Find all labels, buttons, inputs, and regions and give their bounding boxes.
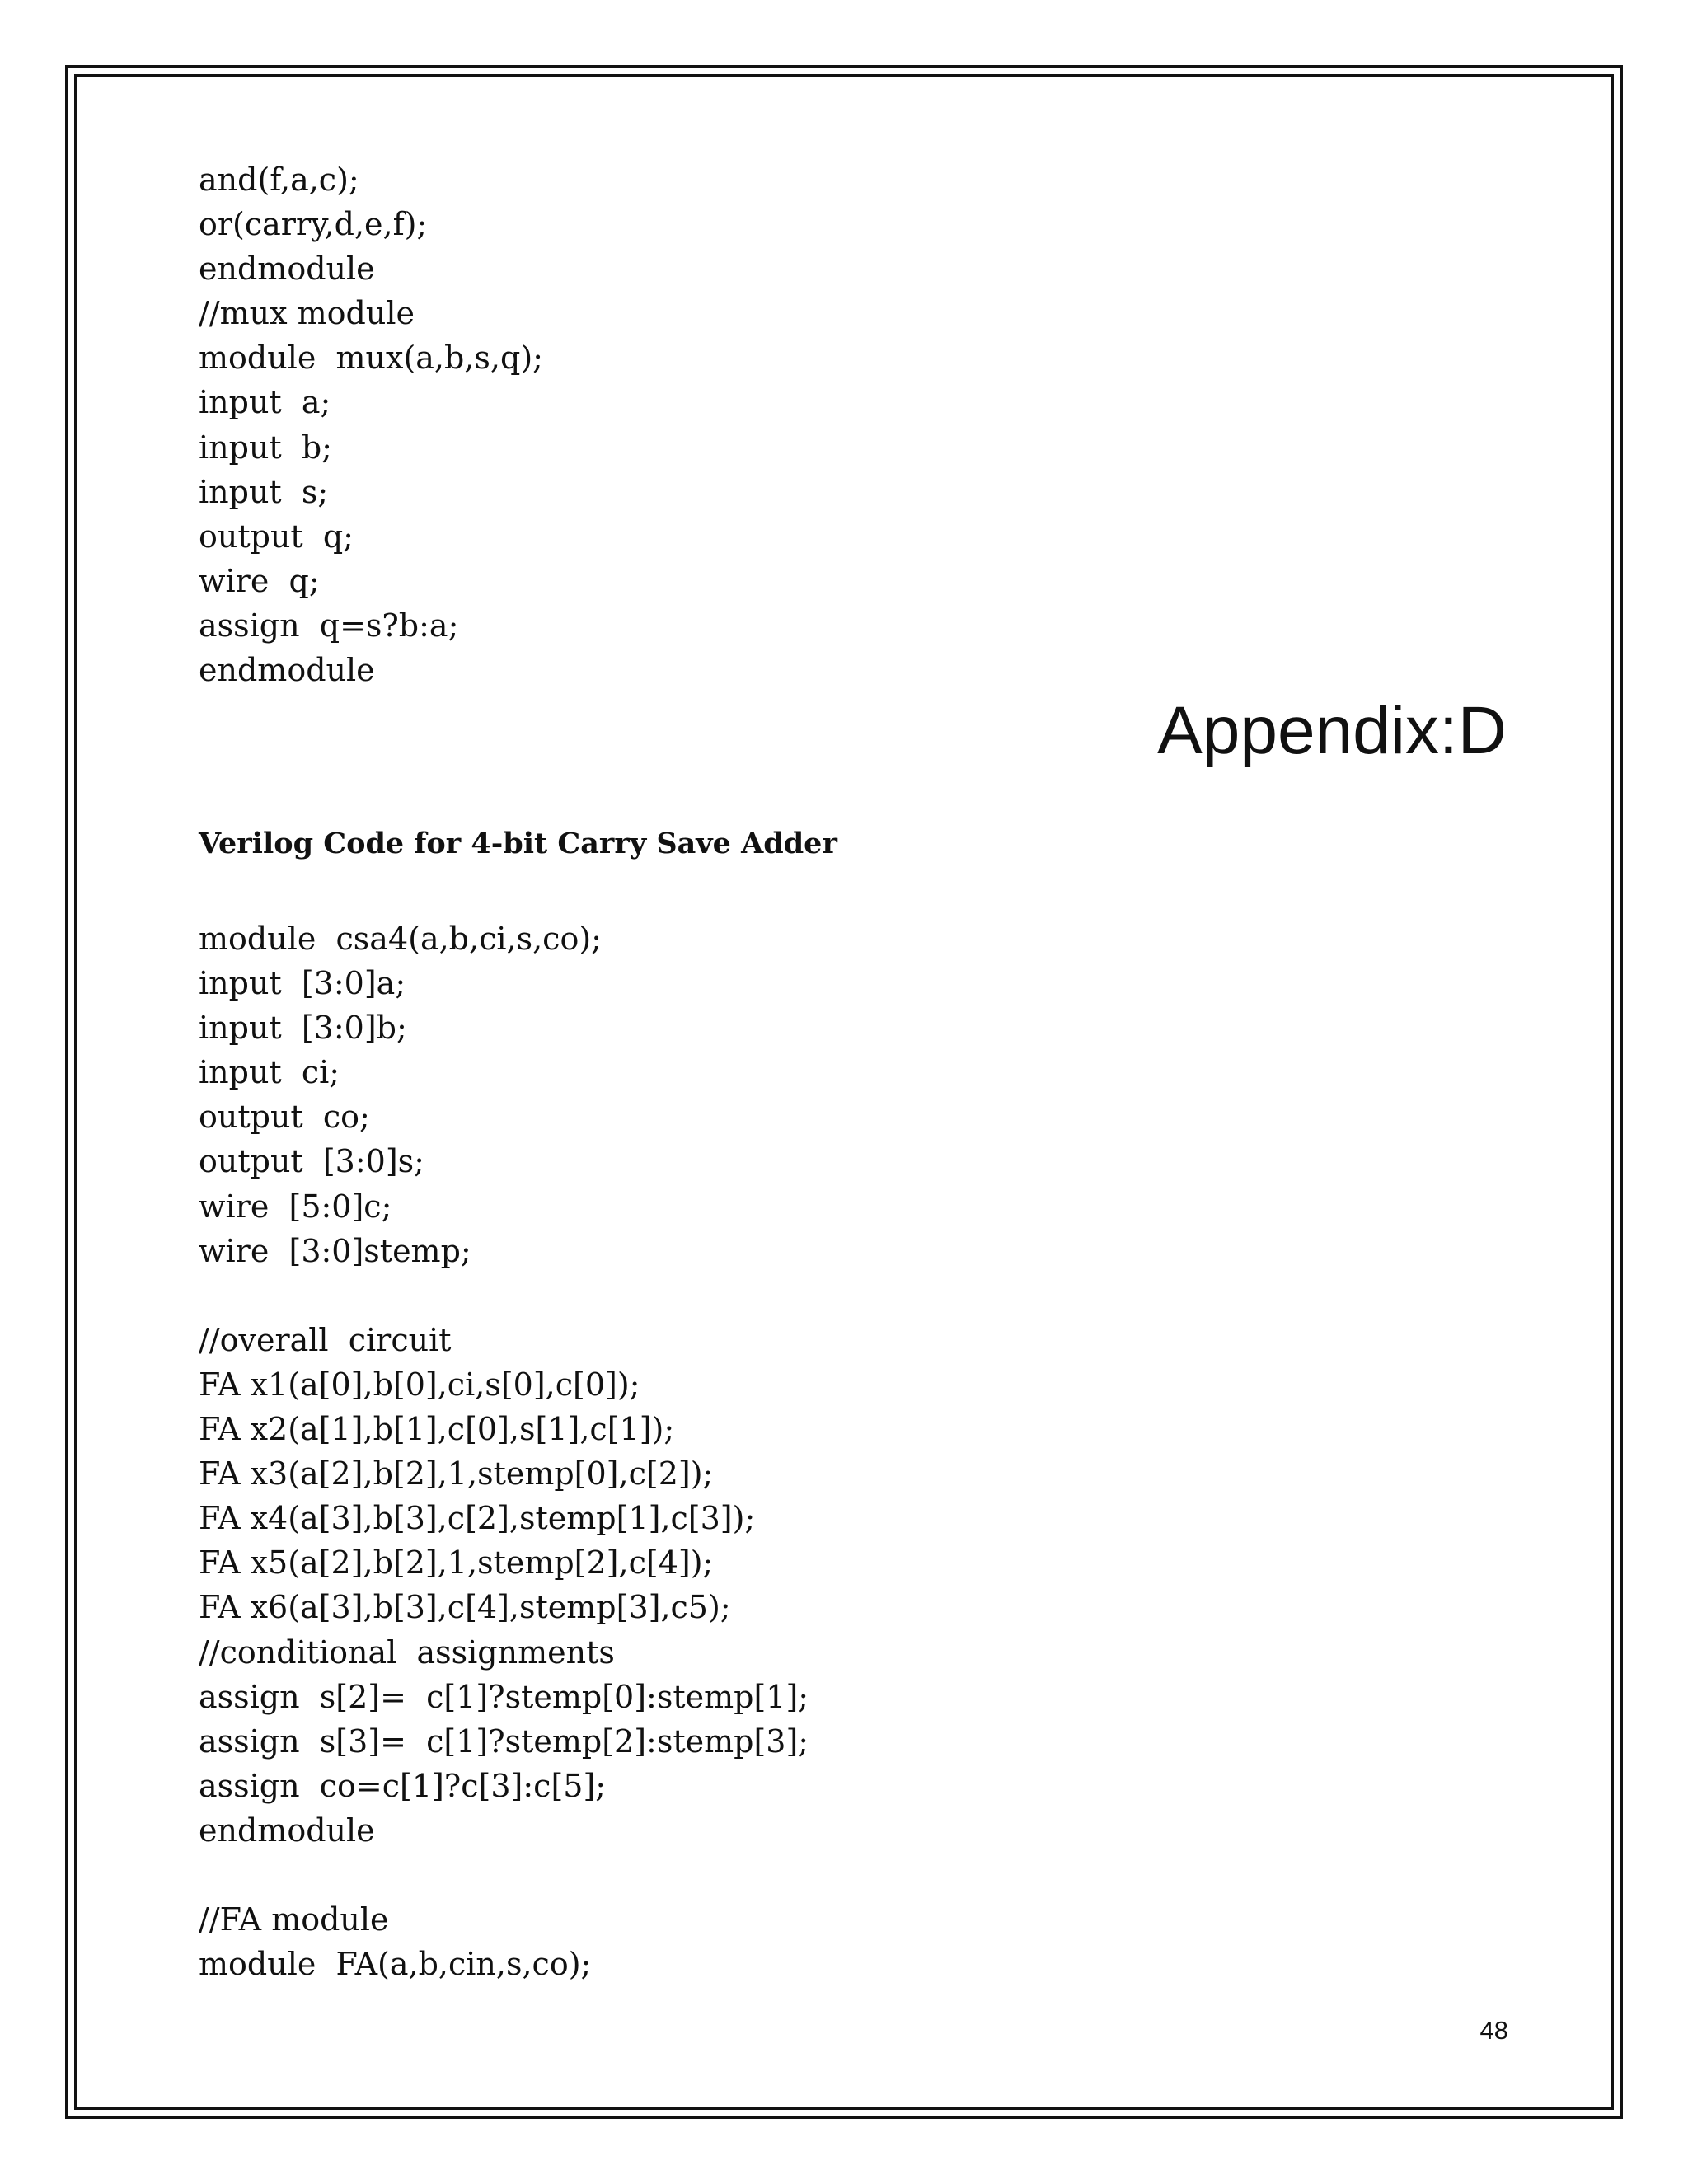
code-line: and(f,a,c); — [199, 162, 359, 198]
appendix-title: Appendix:D — [1157, 693, 1507, 768]
code-line: or(carry,d,e,f); — [199, 206, 428, 243]
code-line: assign co=c[1]?c[3]:c[5]; — [199, 1767, 607, 1804]
code-line: wire [3:0]stemp; — [199, 1232, 471, 1269]
code-line: FA x6(a[3],b[3],c[4],stemp[3],c5); — [199, 1589, 731, 1626]
code-line: output [3:0]s; — [199, 1143, 424, 1180]
code-line: input a; — [199, 384, 331, 421]
code-line: FA x2(a[1],b[1],c[0],s[1],c[1]); — [199, 1411, 675, 1448]
code-line: FA x4(a[3],b[3],c[2],stemp[1],c[3]); — [199, 1500, 756, 1537]
code-line: //overall circuit — [199, 1321, 452, 1358]
code-line: endmodule — [199, 251, 375, 288]
code-line: input s; — [199, 473, 329, 510]
code-line: output q; — [199, 518, 354, 555]
code-line: FA x1(a[0],b[0],ci,s[0],c[0]); — [199, 1366, 640, 1403]
code-line: module FA(a,b,cin,s,co); — [199, 1946, 592, 1983]
code-line: FA x5(a[2],b[2],1,stemp[2],c[4]); — [199, 1544, 714, 1582]
code-line: wire [5:0]c; — [199, 1188, 392, 1225]
code-line: //mux module — [199, 295, 415, 332]
code-block-continued — [199, 157, 543, 692]
code-line: module mux(a,b,s,q); — [199, 340, 543, 377]
code-line: wire q; — [199, 562, 320, 599]
code-block-csa — [199, 916, 809, 1986]
code-line: endmodule — [199, 652, 375, 689]
code-line: assign s[3]= c[1]?stemp[2]:stemp[3]; — [199, 1722, 809, 1760]
blank-line — [199, 1853, 809, 1897]
blank-line — [199, 1273, 809, 1318]
code-line: FA x3(a[2],b[2],1,stemp[0],c[2]); — [199, 1455, 714, 1493]
code-line: assign q=s?b:a; — [199, 607, 459, 644]
code-line: input [3:0]a; — [199, 965, 406, 1002]
code-line: assign s[2]= c[1]?stemp[0]:stemp[1]; — [199, 1678, 809, 1715]
code-line: module csa4(a,b,ci,s,co); — [199, 921, 602, 957]
code-line: endmodule — [199, 1811, 375, 1849]
code-line: output co; — [199, 1099, 370, 1136]
code-line: //conditional assignments — [199, 1633, 615, 1671]
code-line: input b; — [199, 429, 332, 466]
code-line: //FA module — [199, 1901, 389, 1938]
code-line: input [3:0]b; — [199, 1010, 407, 1047]
page-number: 48 — [1479, 2016, 1508, 2045]
code-line: input ci; — [199, 1054, 340, 1091]
section-heading: Verilog Code for 4-bit Carry Save Adder — [199, 827, 837, 860]
